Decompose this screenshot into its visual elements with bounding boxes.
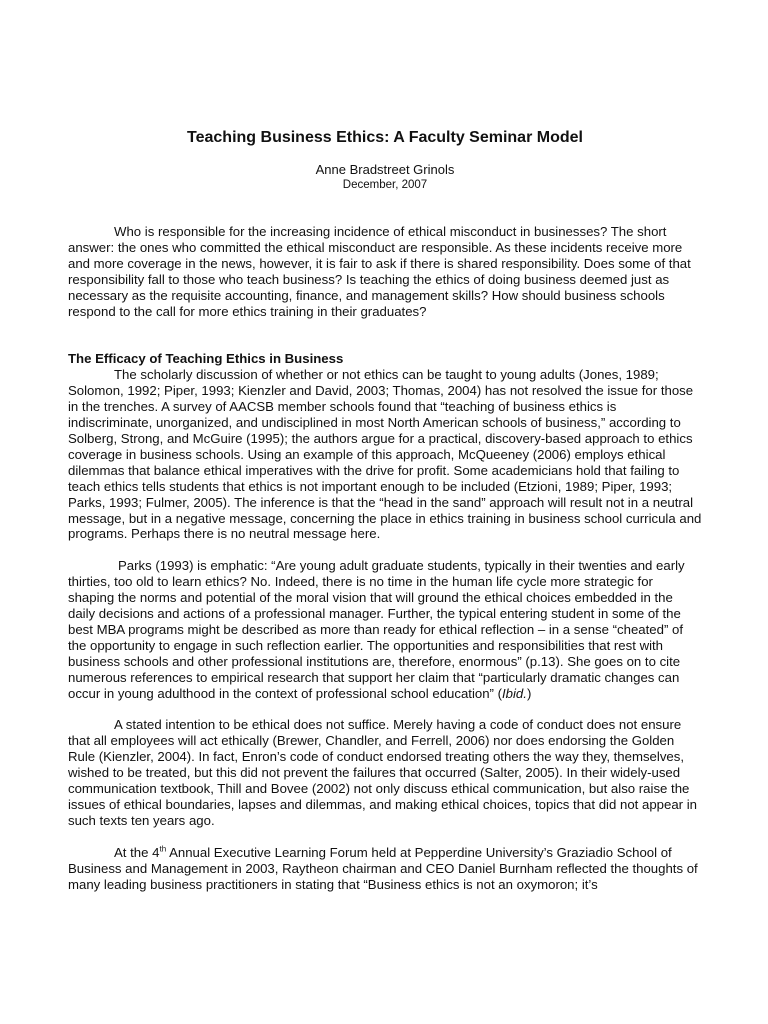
paragraph-spacer (68, 542, 702, 558)
ordinal-superscript: th (159, 844, 167, 854)
paragraph-2-text: Parks (1993) is emphatic: “Are young adult graduate students, typically in their twenties and early thirties, too old to learn ethics? No. Indeed, there is no time in the human life cycle more strategic for shaping the norms and potential of the moral vision that will ground the ethical choices embedded in the daily decisions and actions of a professional manager. Further, the typical entering student in some of the best MBA programs might be described as more than ready for ethical reflection – in a sense “cheated” of the opportunity to engage in such reflection earlier. The opportunities and responsibilities that rest with business schools and other professional institutions are, therefore, enormous” (p.13). She goes on to cite numerous references to empirical research that support her claim that “particularly dramatic changes can occur in young adulthood in the context of professional school education” ( (68, 558, 685, 701)
section-heading: The Efficacy of Teaching Ethics in Business (68, 351, 344, 367)
paragraph-2-close: ) (526, 685, 532, 701)
body-paragraph-1: The scholarly discussion of whether or not ethics can be taught to young adults (Jones, 1989; Solomon, 1992; Piper, 1993; Kienzler and David, 2003; Thomas, 2004) has not resolved the issue for those in the trenches. A survey of AACSB member schools found that “teaching of business ethics is indiscriminate, unorganized, and undisciplined in most North American schools of business,” according to Solberg, Strong, and McGuire (1995); the authors argue for a practical, discovery-based approach to ethics coverage in business schools. Using an example of this approach, McQueeney (2006) employs ethical dilemmas that balance ethical imperatives with the drive for profit. Some academicians hold that failing to teach ethics tells students that ethics is not important enough to be included (Etzioni, 1989; Piper, 1993; Parks, 1993; Fulmer, 2005). The inference is that the “head in the sand” approach will result not in a neutral message, but in a negative message, concerning the place in ethics training in business school curricula and programs. Perhaps there is no neutral message here. (68, 367, 702, 542)
ibid-citation: Ibid. (502, 685, 527, 701)
body-paragraph-4 (68, 845, 702, 893)
paragraph-4-start: At the 4 (114, 844, 160, 860)
section-spacer (68, 319, 702, 351)
body-paragraph-3: A stated intention to be ethical does not suffice. Merely having a code of conduct does not ensure that all employees will act ethically (Brewer, Chandler, and Ferrell, 2006) nor does endorsing the Golden Rule (Kienzler, 2004). In fact, Enron’s code of conduct endorsed treating others the way they, themselves, wished to be treated, but this did not prevent the failures that occurred (Salter, 2005). In their widely-used communication textbook, Thill and Bovee (2002) not only discuss ethical communication, but also raise the issues of ethical boundaries, lapses and dilemmas, and making ethical choices, topics that did not appear in such texts ten years ago. (68, 717, 697, 828)
paragraph-spacer (68, 829, 702, 845)
intro-paragraph: Who is responsible for the increasing incidence of ethical misconduct in businesses? The short answer: the ones who committed the ethical misconduct are responsible. As these incidents receive more and more coverage in the news, however, it is fair to ask if there is shared responsibility. Does some of that responsibility fall to those who teach business? Is teaching the ethics of doing business deemed just as necessary as the requisite accounting, finance, and management skills? How should business schools respond to the call for more ethics training in their graduates? (68, 224, 691, 319)
document-body (68, 128, 702, 893)
body-paragraph-2 (68, 558, 702, 701)
author-name: Anne Bradstreet Grinols (315, 162, 455, 177)
paragraph-4-rest: Annual Executive Learning Forum held at Pepperdine University’s Graziadio School of Business and Management in 2003, Raytheon chairman and CEO Daniel Burnham reflected the thoughts of many leading business practitioners in stating that “Business ethics is not an oxymoron; it’s (68, 844, 698, 892)
document-date: December, 2007 (342, 179, 428, 191)
document-title: Teaching Business Ethics: A Faculty Seminar Model (187, 129, 583, 146)
paragraph-spacer (68, 701, 702, 717)
